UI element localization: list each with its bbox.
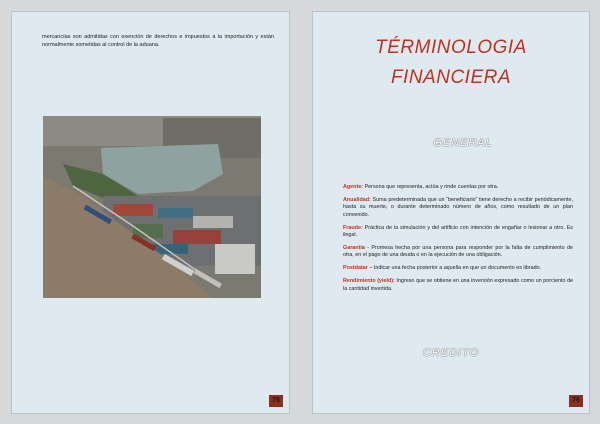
definition-text: Suma predeterminada que un “beneficiario” tiene derecho a recibir periódicamente, hasta su muerte, o durante determinado número de años, como resultado de un plan convenido. [343,196,573,218]
page-number: 76 [569,395,583,407]
definition-item [343,197,573,219]
definition-item [343,225,573,240]
right-page [312,11,590,414]
title-line-1: TÉRMINOLOGIA [375,37,527,58]
definition-item [343,278,573,293]
definition-item [343,184,573,191]
definition-term: Agente: [343,184,364,190]
page-number: 75 [269,395,283,407]
intro-paragraph: mercancías son admitidas con exención de derechos e impuestos a la importación y están normalmente sometidas al control de la aduana. [42,34,274,48]
definition-text: Persona que representa, actúa y rinde cuentas por otra. [363,184,499,190]
definition-text: Práctica de la simulación y del artificio con intención de engañar o lesionar a otro. Es ilegal. [343,224,573,239]
definition-item [343,265,573,272]
definition-item [343,245,573,260]
definition-text: – Indicar una fecha posterior a aquella en que un documento es librado. [367,265,542,272]
port-aerial-photo [43,116,261,298]
definition-term: Garantía [343,244,365,251]
definition-term: Fraude: [343,224,363,231]
definition-term: Anualidad: [343,196,371,203]
definition-term: Postdatar [343,265,368,272]
definition-term: Rendimiento (yield): [343,278,395,285]
left-page [11,11,290,414]
title-line-2: FINANCIERA [390,67,512,88]
section-heading-credito: CREDITO [422,347,480,359]
definitions-list [343,184,573,298]
definition-text: - Promesa hecha por una persona para responder por la falta de cumplimiento de otra, en el pago de una deuda o en la ejecución de una obligación. [343,244,573,259]
section-heading-general: GENERAL [433,137,493,149]
definition-text: Ingreso que se obtiene en una inversión expresado como un porciento de la cantidad invertida. [343,278,573,292]
